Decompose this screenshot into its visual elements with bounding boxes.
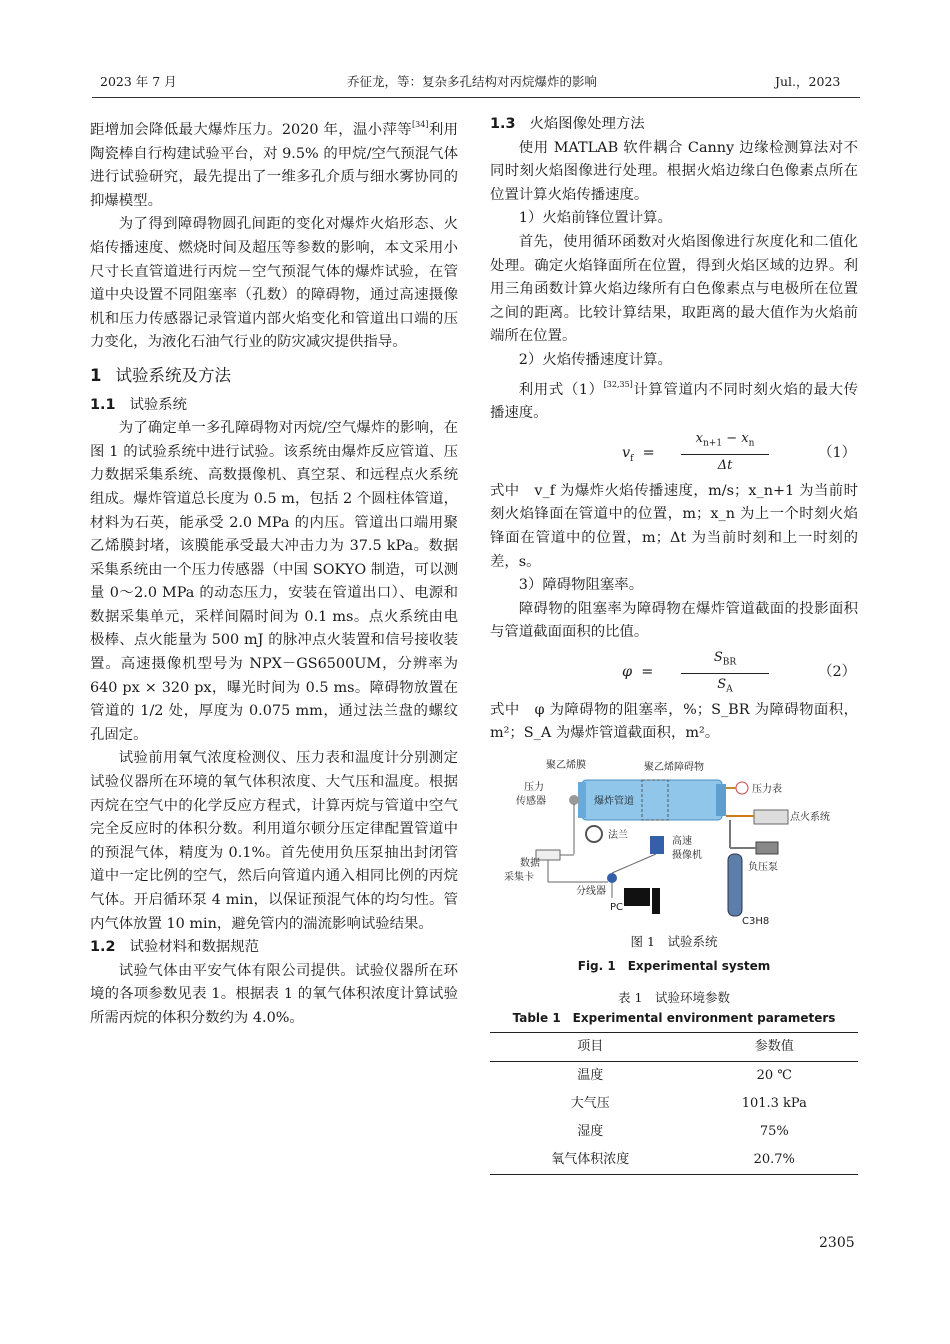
- tube-end: [716, 784, 726, 816]
- table-cell: 20 ℃: [756, 1068, 792, 1084]
- label-obstacle: 聚乙烯障碍物: [644, 762, 704, 774]
- label-film: 聚乙烯膜: [546, 760, 586, 772]
- paragraph: 首先，使用循环函数对火焰图像进行灰度化和二值化处理。确定火焰锋面所在位置，得到火焰区域的边界。利用三角函数计算火焰边缘所有白色像素点与电极所在位置之间的距离。比较计算结果，取距离的最大值作为火焰前端所在位置。: [490, 233, 858, 345]
- label-gauge: 压力表: [752, 784, 782, 796]
- paragraph: 式中 v_f 为爆炸火焰传播速度，m/s；x_n+1 为当前时刻火焰锋面在管道中的位置，m；x_n 为上一个时刻火焰锋面在管道中的位置，m；Δt 为当前时刻和上一时刻的差，s。: [490, 482, 858, 570]
- label-ignition: 点火系统: [790, 812, 830, 824]
- pump-icon: [756, 842, 778, 854]
- gas-cylinder: [728, 854, 742, 916]
- label-gas: C3H8: [742, 916, 770, 927]
- environment-table: [490, 1032, 858, 1175]
- table-cell: 101.3 kPa: [741, 1096, 807, 1112]
- figure-1: [490, 758, 858, 926]
- equation-2: φ = $S_{BR}$ $S_A$ （2）: [622, 649, 856, 696]
- header-date-cn: 2023 年 7 月: [100, 74, 177, 89]
- table-cell: 氧气体积浓度: [551, 1152, 630, 1168]
- film: [578, 782, 586, 818]
- table-cell: 20.7%: [753, 1152, 795, 1168]
- section-heading: 1 试验系统及方法: [90, 365, 231, 385]
- header-date-en: Jul.，2023: [775, 74, 841, 89]
- citation: [32,35]: [603, 379, 633, 389]
- label-pump: 负压泵: [748, 862, 778, 874]
- table-cell: 温度: [577, 1068, 604, 1084]
- table-header-row: [490, 1033, 858, 1062]
- table-cell: 75%: [759, 1124, 789, 1140]
- paragraph: 试验前用氧气浓度检测仪、压力表和温度计分别测定试验仪器所在环境的氧气体积浓度、大气压和温度。根据丙烷在空气中的化学反应方程式，计算丙烷与管道中空气完全反应时的体积分数。利用道尔顿分压定律配置管道中的预混气体，精度为 0.1%。首先使用负压泵抽出封闭管道中一定比例的空气，然后向管道内通入相同比例的丙烷气体。开启循环泵 4 min，以保证预混气体的均匀性。管内气体放置 10 min，避免管内的湍流影响试验结果。: [90, 750, 458, 932]
- subsection-heading: 1.2 试验材料和数据规范: [90, 939, 260, 956]
- paragraph: 使用 MATLAB 软件耦合 Canny 边缘检测算法对不同时刻火焰图像进行处理。根据火焰边缘白色像素点所在位置计算火焰传播速度。: [490, 139, 858, 203]
- paragraph: 距增加会降低最大爆炸压力。2020 年，温小萍等[34]利用陶瓷棒自行构建试验平台，对 9.5% 的甲烷/空气预混气体进行试验研究，最先提出了一维多孔介质与细水雾协同的抑爆模型。: [90, 120, 458, 209]
- label-tube: 爆炸管道: [594, 796, 634, 808]
- subsection-heading: 1.3 火焰图像处理方法: [490, 116, 645, 132]
- camera-icon: [650, 836, 664, 854]
- label-pc: PC: [610, 902, 624, 914]
- table-row: [490, 1146, 858, 1175]
- label-camera: 高速: [672, 836, 692, 848]
- sensor-icon: [569, 795, 579, 805]
- list-item: 1）火焰前锋位置计算。: [518, 210, 672, 227]
- flange-icon: [586, 826, 602, 842]
- paragraph: 为了得到障碍物圆孔间距的变化对爆炸火焰形态、火焰传播速度、燃烧时间及超压等参数的影响，本文采用小尺寸长直管道进行丙烷－空气预混气体的爆炸试验，在管道中央设置不同阻塞率（孔数）的障碍物，通过高速摄像机和压力传感器记录管道内部火焰变化和管道出口端的压力变化，为液化石油气行业的防灾减灾提供指导。: [90, 216, 458, 351]
- equation-number: （2）: [818, 663, 856, 680]
- header-title: 乔征龙，等：复杂多孔结构对丙烷爆炸的影响: [347, 74, 598, 89]
- table-row: [490, 1062, 858, 1091]
- experimental-system-diagram: [490, 758, 858, 926]
- label-sensor-2: 传感器: [516, 796, 546, 808]
- figure-caption-en: Fig. 1 Experimental system: [577, 959, 771, 974]
- table-caption-en: Table 1 Experimental environment parameters: [512, 1011, 836, 1026]
- subsection-heading: 1.1 试验系统: [90, 396, 188, 413]
- paragraph: 障碍物的阻塞率为障碍物在爆炸管道截面的投影面积与管道截面面积的比值。: [490, 600, 858, 641]
- paragraph: 为了确定单一多孔障碍物对丙烷/空气爆炸的影响，在图 1 的试验系统中进行试验。该系统由爆炸反应管道、压力数据采集系统、高数摄像机、真空泵、和远程点火系统组成。爆炸管道总长度为 0.5 m，包括 2 个圆柱体管道，材料为石英，能承受 2.0 MPa 的内压。管道出口端用聚乙烯膜封堵，该膜能承受最大冲击力为 37.5 kPa。数据采集系统由一个压力传感器（中国 SOKYO 制造，可以测量 0～2.0 MPa 的动态压力，安装在管道出口）、电源和数据采集单元，采样间隔时间为 0.1 ms。点火系统由电极棒、点火能量为 500 mJ 的脉冲点火装置和信号接收装置。高速摄像机型号为 NPX－GS6500UM，分辨率为 640 px × 320 px，曝光时间为 0.5 ms。障碍物放置在管道的 1/2 处，厚度为 0.075 mm，通过法兰盘的螺纹孔固定。: [90, 420, 458, 743]
- gauge-icon: [736, 782, 748, 794]
- paragraph: 利用式（1）[32,35]计算管道内不同时刻火焰的最大传播速度。: [490, 379, 858, 422]
- citation: [34]: [412, 120, 429, 129]
- column-header: 项目: [577, 1039, 604, 1055]
- right-column: [490, 113, 858, 1175]
- splitter-icon: [607, 873, 617, 883]
- page-number: 2305: [819, 1235, 855, 1251]
- table-row: [490, 1118, 858, 1146]
- left-column: [90, 113, 458, 1031]
- equation-number: （1）: [818, 444, 856, 461]
- label-flange: 法兰: [608, 830, 628, 842]
- equation-1: $v_f$ = $x_{n+1} - x_n$ Δt （1）: [622, 430, 856, 474]
- column-header: 参数值: [754, 1039, 794, 1055]
- table-cell: 湿度: [577, 1124, 604, 1140]
- table-caption-cn: 表 1 试验环境参数: [618, 990, 730, 1006]
- label-daq: 数据: [520, 858, 540, 870]
- ignition-system: [754, 810, 788, 824]
- label-daq-2: 采集卡: [504, 872, 534, 884]
- figure-caption-cn: 图 1 试验系统: [630, 934, 718, 950]
- label-sensor: 压力: [524, 782, 544, 794]
- list-item: 3）障碍物阻塞率。: [518, 577, 644, 594]
- paragraph: 试验气体由平安气体有限公司提供。试验仪器所在环境的各项参数见表 1。根据表 1 的氧气体积浓度计算试验所需丙烷的体积分数约为 4.0%。: [90, 962, 458, 1026]
- label-camera-2: 摄像机: [672, 850, 702, 862]
- list-item: 2）火焰传播速度计算。: [518, 351, 672, 368]
- pc-monitor-icon: [624, 888, 650, 906]
- running-header: [92, 72, 860, 94]
- table-row: [490, 1090, 858, 1118]
- paragraph: 式中 φ 为障碍物的阻塞率，%；S_BR 为障碍物面积，m²；S_A 为爆炸管道截面积，m²。: [490, 701, 858, 742]
- table-cell: 大气压: [570, 1096, 610, 1112]
- label-splitter: 分线器: [576, 886, 606, 898]
- header-rule: [92, 97, 860, 98]
